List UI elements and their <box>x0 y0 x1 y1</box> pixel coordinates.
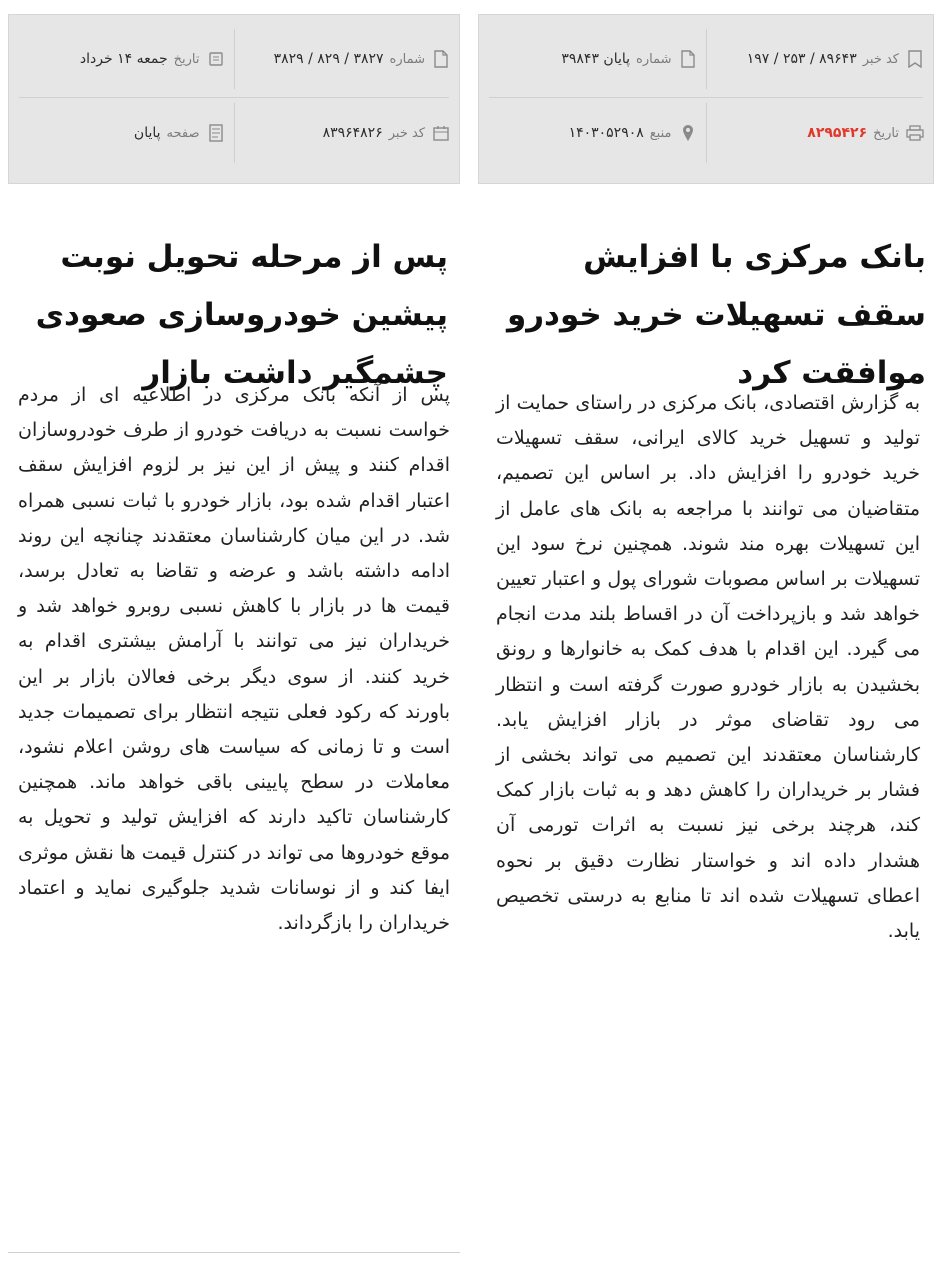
info-value: ۳۸۲۹ / ۸۲۹ / ۳۸۲۷ <box>273 51 384 67</box>
info-row <box>479 29 933 89</box>
right-article <box>474 0 940 1280</box>
info-cell <box>235 103 460 163</box>
info-row <box>479 103 933 163</box>
info-value: ۱۴۰۳۰۵۲۹۰۸ <box>568 125 644 141</box>
info-value: ۳۹۸۴۳ پایان <box>561 51 631 67</box>
page-icon <box>206 121 226 145</box>
info-row <box>9 103 459 163</box>
file-icon <box>678 47 698 71</box>
info-label: تاریخ <box>173 51 200 67</box>
info-value: جمعه ۱۴ خرداد <box>79 51 168 67</box>
info-label: شماره <box>389 51 425 67</box>
article-title[interactable]: پس از مرحله تحویل نوبت پیشین خودروسازی صعودی چشمگیر داشت بازار <box>35 239 448 391</box>
pin-icon <box>678 121 698 145</box>
tag-icon <box>206 47 226 71</box>
file-icon <box>431 47 451 71</box>
article-body: به گزارش اقتصادی، بانک مرکزی در راستای حمایت از تولید و تسهیل خرید کالای ایرانی، سقف تسهیلات خرید خودرو را افزایش داد. بر اساس این تصمیم، متقاضیان می توانند با مراجعه به بانک های عامل از این تسهیلات بهره مند شوند. همچنین نرخ سود این تسهیلات بر اساس مصوبات شورای پول و اعتبار تعیین خواهد شد و بازپرداخت آن در اقساط بلند مدت انجام می گیرد. این اقدام با هدف کمک به خانوارها و رونق بخشیدن به بازار خودرو صورت گرفته است و انتظار می رود تقاضای موثر در بازار افزایش یابد. کارشناسان معتقدند این تصمیم می تواند بخشی از فشار بر خریداران را کاهش دهد و به ثبات بازار کمک کند، هرچند برخی نیز نسبت به اثرات تورمی آن هشدار داده اند و خواستار نظارت دقیق بر نحوه اعطای تسهیلات شده اند تا منابع به درستی تخصیص یابد. <box>496 392 920 943</box>
print-icon <box>905 121 925 145</box>
article-title[interactable]: بانک مرکزی با افزایش سقف تسهیلات خرید خودرو موافقت کرد <box>506 239 926 391</box>
info-cell <box>9 29 235 89</box>
bookmark-icon <box>905 47 925 71</box>
info-label: کد خبر <box>862 51 899 67</box>
article-info-box <box>8 14 460 184</box>
info-label: شماره <box>636 51 672 67</box>
info-cell <box>479 29 707 89</box>
info-row <box>9 29 459 89</box>
info-value: ۸۳۹۶۴۸۲۶ <box>322 125 383 141</box>
info-value: پایان <box>133 125 161 141</box>
calendar-icon <box>431 121 451 145</box>
info-label: منبع <box>649 125 672 141</box>
divider <box>19 97 449 98</box>
info-cell <box>707 103 934 163</box>
left-article <box>0 0 466 1280</box>
info-cell <box>479 103 707 163</box>
info-label: تاریخ <box>873 125 899 141</box>
info-value: ۸۲۹۵۴۲۶ <box>807 125 868 141</box>
info-label: کد خبر <box>388 125 425 141</box>
article-info-box <box>478 14 934 184</box>
info-cell <box>707 29 934 89</box>
article-body: پس از آنکه بانک مرکزی در اطلاعیه ای از مردم خواست نسبت به دریافت خودرو از طرف خودروسازان اقدام کنند و پیش از این نیز بر لزوم افزایش سقف اعتبار اقدام شده بود، بازار خودرو با ثبات نسبی همراه شد. در این میان کارشناسان معتقدند چنانچه این روند ادامه داشته باشد و عرضه و تقاضا به تعادل برسد، قیمت ها در بازار با کاهش نسبی روبرو خواهد شد و خریداران نیز می توانند با آرامش بیشتری اقدام به خرید کنند. از سوی دیگر برخی فعالان بازار بر این باورند که رکود فعلی نتیجه انتظار برای تصمیمات جدید است و تا زمانی که سیاست های روشن اعلام نشود، معاملات در سطح پایینی باقی خواهد ماند. همچنین کارشناسان تاکید دارند که افزایش تولید و تحویل به موقع خودروها می تواند در کنترل قیمت ها نقش موثری ایفا کند و از نوسانات شدید جلوگیری نماید و اعتماد خریداران را بازگرداند. <box>18 384 450 935</box>
info-label: صفحه <box>166 125 200 141</box>
column-gutter <box>466 0 474 1280</box>
info-cell <box>235 29 460 89</box>
info-value: ۱۹۷ / ۲۵۳ / ۸۹۶۴۳ <box>746 51 857 67</box>
divider <box>8 1252 460 1253</box>
divider <box>489 97 923 98</box>
info-cell <box>9 103 235 163</box>
